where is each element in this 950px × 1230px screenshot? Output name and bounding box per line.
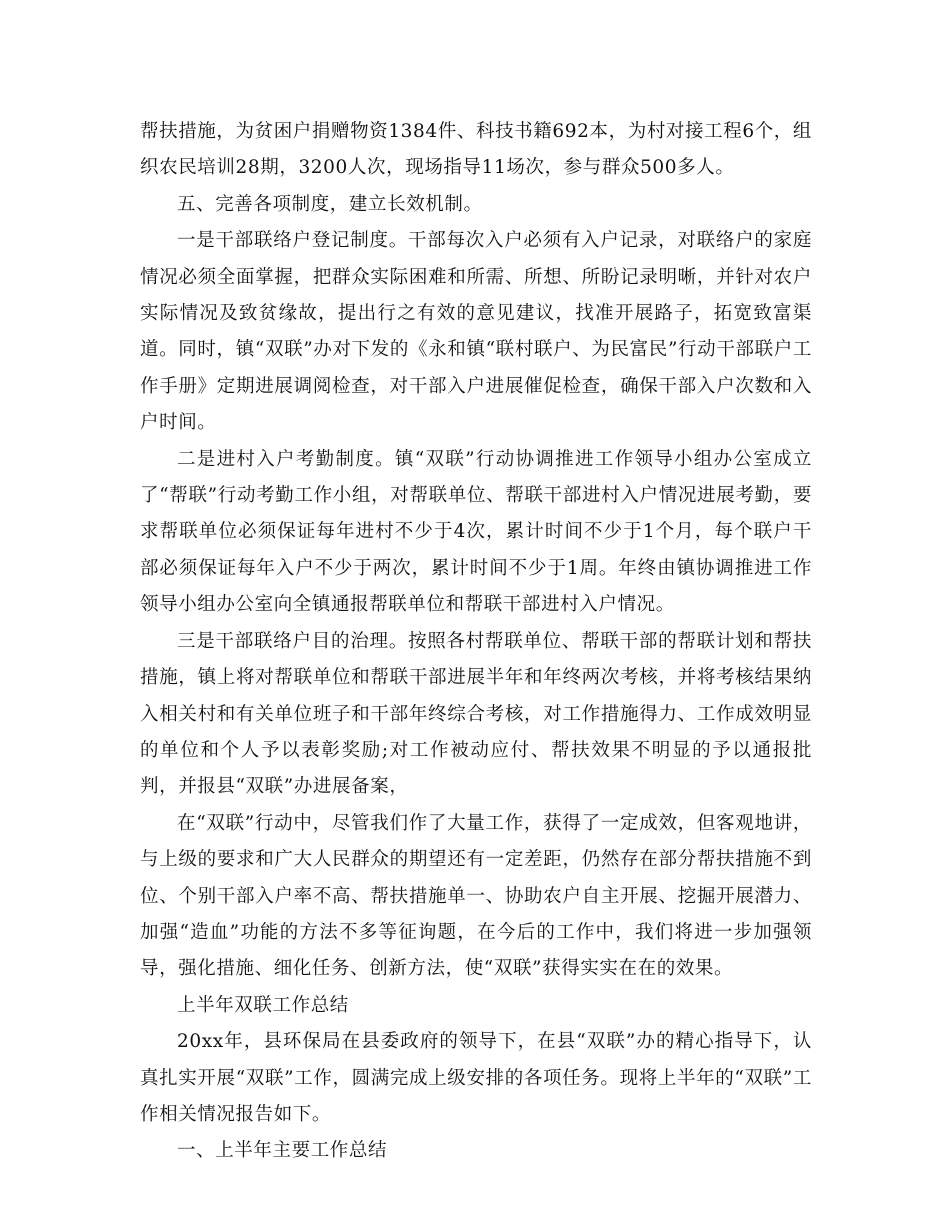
- heading-section-five: 五、完善各项制度，建立长效机制。: [177, 193, 483, 215]
- heading-half-year-summary: 上半年双联工作总结: [177, 994, 349, 1016]
- document-page: [140, 114, 812, 1170]
- paragraph-shortcomings: 在“双联”行动中，尽管我们作了大量工作，获得了一定成效，但客观地讲，与上级的要求和广大人民群众的期望还有一定差距，仍然存在部分帮扶措施不到位、个别干部入户率不高、帮扶措施单一、协助农户自主开展、挖掘开展潜力、加强“造血”功能的方法不多等征询题，在今后的工作中，我们将进一步加强领导，强化措施、细化任务、创新方法，使“双联”获得实实在在的效果。: [140, 812, 812, 980]
- paragraph-aid-measures: 帮扶措施，为贫困户捐赠物资1384件、科技书籍692本，为村对接工程6个，组织农民培训28期，3200人次，现场指导11场次，参与群众500多人。: [140, 121, 812, 179]
- heading-section-one: 一、上半年主要工作总结: [177, 1140, 388, 1162]
- paragraph-attendance-system: 二是进村入户考勤制度。镇“双联”行动协调推进工作领导小组办公室成立了“帮联”行动考勤工作小组，对帮联单位、帮联干部进村入户情况进展考勤，要求帮联单位必须保证每年进村不少于4次，累计时间不少于1个月，每个联户干部必须保证每年入户不少于两次，累计时间不少于1周。年终由镇协调推进工作领导小组办公室向全镇通报帮联单位和帮联干部进村入户情况。: [140, 448, 812, 616]
- paragraph-target-management: 三是干部联络户目的治理。按照各村帮联单位、帮联干部的帮联计划和帮扶措施，镇上将对帮联单位和帮联干部进展半年和年终两次考核，并将考核结果纳入相关村和有关单位班子和干部年终综合考核，对工作措施得力、工作成效明显的单位和个人予以表彰奖励;对工作被动应付、帮扶效果不明显的予以通报批判，并报县“双联”办进展备案，: [140, 630, 812, 798]
- paragraph-registration-system: 一是干部联络户登记制度。干部每次入户必须有入户记录，对联络户的家庭情况必须全面掌握，把群众实际困难和所需、所想、所盼记录明晰，并针对农户实际情况及致贫缘故，提出行之有效的意见建议，找准开展路子，拓宽致富渠道。同时，镇“双联”办对下发的《永和镇“联村联户、为民富民”行动干部联户工作手册》定期进展调阅检查，对干部入户进展催促检查，确保干部入户次数和入户时间。: [140, 230, 812, 434]
- paragraph-intro: 20xx年，县环保局在县委政府的领导下，在县“双联”办的精心指导下，认真扎实开展“双联”工作，圆满完成上级安排的各项任务。现将上半年的“双联”工作相关情况报告如下。: [140, 1031, 812, 1125]
